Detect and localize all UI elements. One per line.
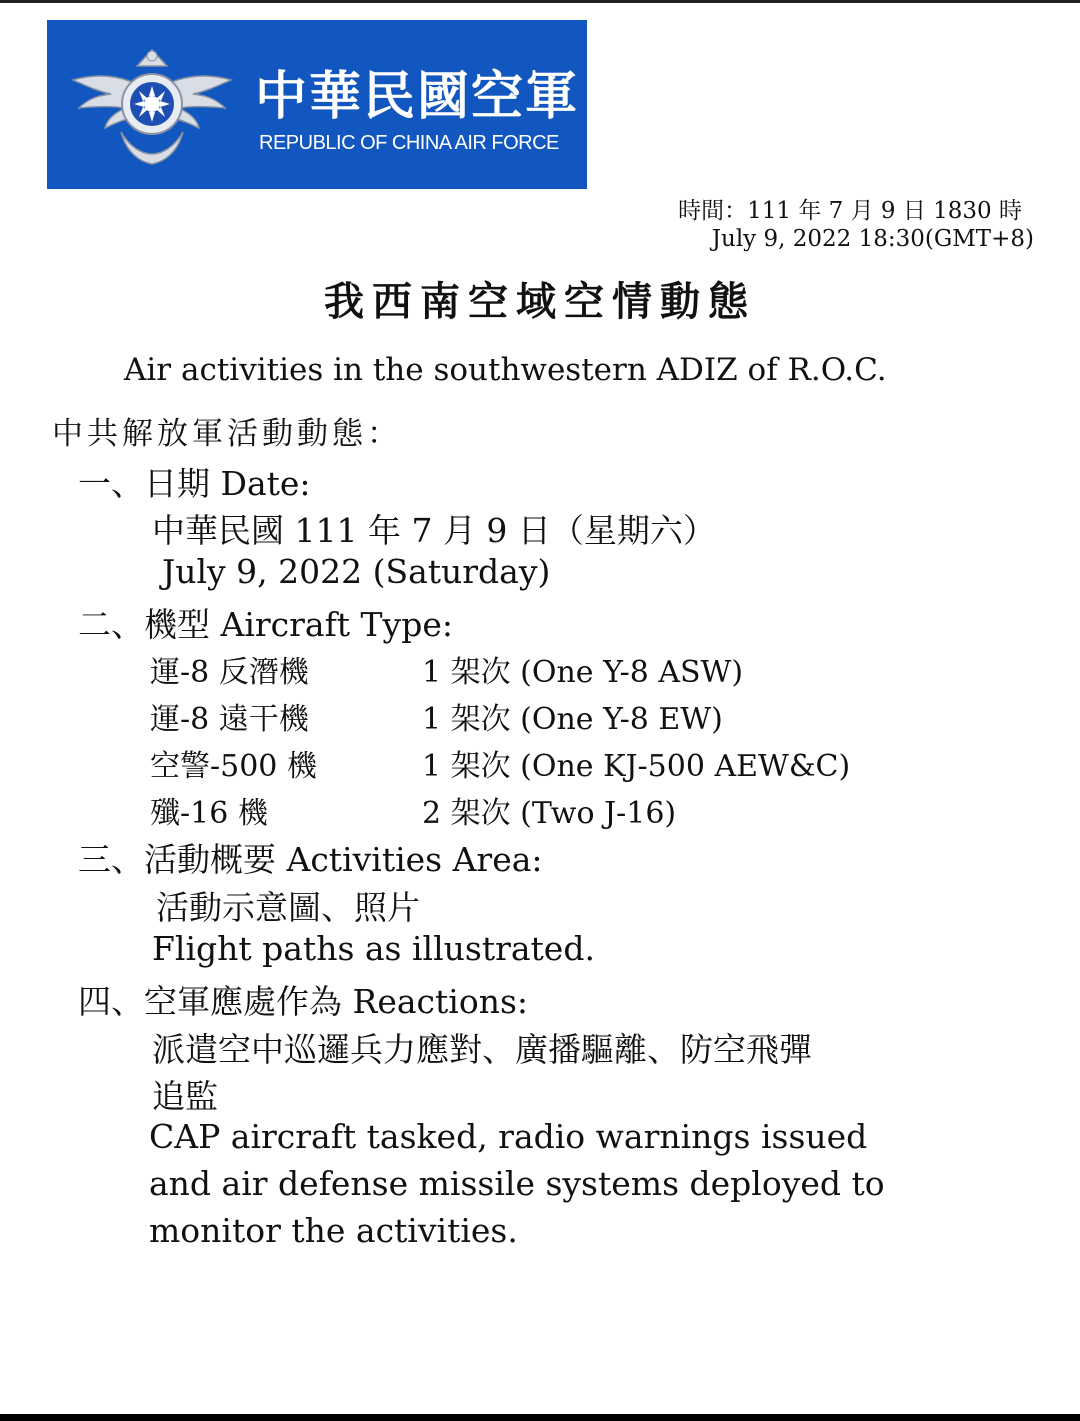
date-zh: 中華民國 111 年 7 月 9 日（星期六）: [152, 511, 716, 550]
aircraft-row: [150, 741, 910, 784]
area-en: Flight paths as illustrated.: [152, 929, 595, 968]
reactions-en-line: and air defense missile systems deployed to: [149, 1164, 885, 1203]
aircraft-name: 空警-500 機: [150, 749, 317, 784]
section-reactions-label: 四、空軍應處作為 Reactions:: [78, 982, 529, 1021]
aircraft-name: 殲-16 機: [150, 796, 268, 831]
aircraft-count: 1 架次 (One Y-8 EW): [422, 702, 723, 737]
pla-activity-heading: 中共解放軍活動動態：: [52, 416, 402, 452]
org-name-en: REPUBLIC OF CHINA AIR FORCE: [259, 132, 559, 154]
document-title-zh: 我西南空域空情動態: [324, 278, 756, 325]
aircraft-count: 2 架次 (Two J-16): [422, 796, 677, 831]
timestamp-en: July 9, 2022 18:30(GMT+8): [711, 226, 1034, 252]
aircraft-name: 運-8 反潛機: [150, 655, 309, 690]
reactions-en-line: monitor the activities.: [149, 1211, 518, 1250]
org-name-zh: 中華民國空軍: [255, 67, 580, 127]
aircraft-name: 運-8 遠干機: [150, 702, 309, 737]
aircraft-count: 1 架次 (One Y-8 ASW): [422, 655, 744, 690]
section-date-label: 一、日期 Date:: [78, 464, 311, 503]
section-area-label: 三、活動概要 Activities Area:: [78, 840, 543, 879]
reactions-zh-line: 派遣空中巡邏兵力應對、廣播驅離、防空飛彈: [152, 1030, 812, 1069]
area-zh: 活動示意圖、照片: [156, 888, 420, 927]
top-border: [0, 0, 1080, 3]
reactions-zh-line: 追監: [152, 1077, 218, 1116]
date-en: July 9, 2022 (Saturday): [162, 552, 551, 591]
document-title-en: Air activities in the southwestern ADIZ of R.O.C.: [124, 352, 887, 388]
air-force-emblem-icon: [71, 36, 233, 168]
header-banner: [47, 20, 587, 189]
aircraft-row: [150, 694, 910, 737]
aircraft-count: 1 架次 (One KJ-500 AEW&C): [422, 749, 851, 784]
timestamp-zh: 時間：111 年 7 月 9 日 1830 時: [678, 198, 1022, 224]
aircraft-row: [150, 788, 910, 831]
reactions-en-line: CAP aircraft tasked, radio warnings issued: [149, 1117, 868, 1156]
section-aircraft-label: 二、機型 Aircraft Type:: [78, 605, 453, 644]
bottom-border: [0, 1414, 1080, 1421]
aircraft-row: [150, 647, 910, 690]
